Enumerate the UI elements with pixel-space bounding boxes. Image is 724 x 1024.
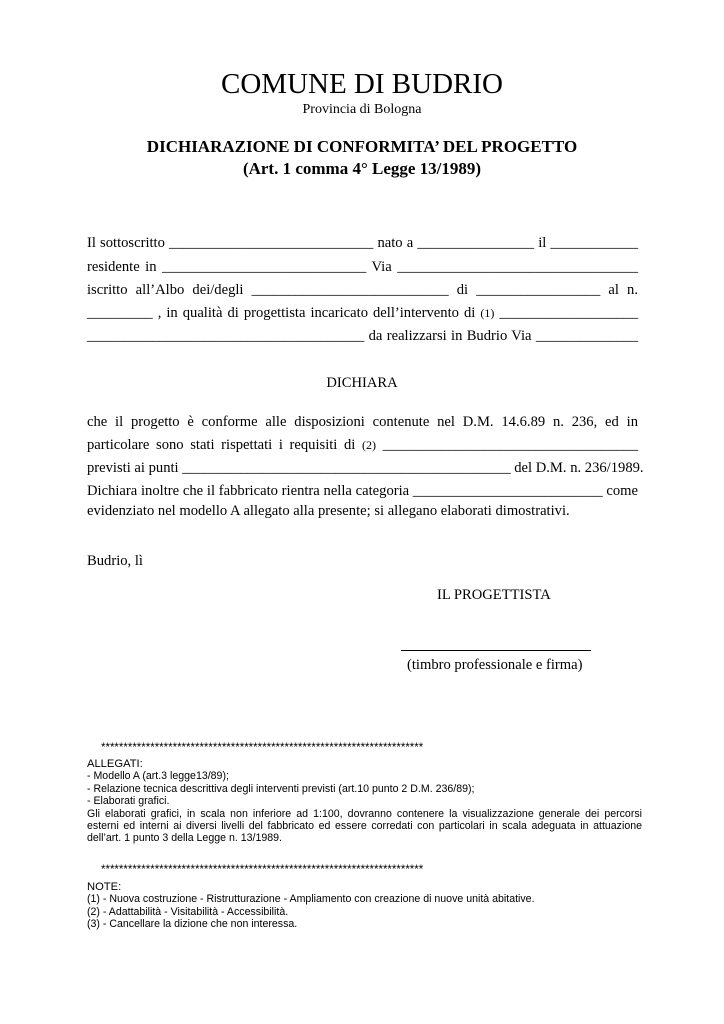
declares-heading: DICHIARA [326,375,398,391]
intervention-blank: ___________________ [499,305,638,321]
document-heading [0,136,724,180]
attachment-item: - Modello A (art.3 legge13/89); [87,770,229,783]
form-line-location: ______________________________________ da realizzarsi in Budrio Via ______________ [87,328,638,344]
note-item: (2) - Adattabilità - Visitabilità - Accessibilità. [87,905,289,918]
province-subtitle: Provincia di Bologna [302,102,422,117]
notes-title: NOTE: [87,881,122,893]
footnote-ref-2: (2) [361,438,376,452]
signature-line [401,650,591,651]
requirements-text: particolare sono stati rispettati i requisiti di [87,437,356,453]
attachments-section [87,758,642,845]
designer-label: IL PROGETTISTA [437,587,551,603]
form-line-intervention [87,303,638,323]
place-date: Budrio, lì [87,553,143,569]
separator-top: ************************************************************************ [101,742,424,754]
attachment-item: - Elaborati grafici. [87,795,170,808]
attachments-title: ALLEGATI: [87,758,143,770]
body-line-2 [87,435,638,455]
requirements-blank: ___________________________________ [382,437,639,453]
intervention-text: _________ , in qualità di progettista incaricato dell’intervento di [87,305,476,321]
form-line-register: iscritto all’Albo dei/degli ___________________________ di _________________ al n. [87,282,638,298]
attachments-note: Gli elaborati grafici, in scala non inferiore ad 1:100, dovranno contenere la visualizzazione generale dei percorsi esterni ed interni ai diversi livelli del fabbricato ed essere corredati con particolari in scala adeguata in attuazione dell’art. 1 punto 3 della Legge n. 13/1989. [87,807,642,845]
body-line-4: Dichiara inoltre che il fabbricato rientra nella categoria __________________________ come [87,483,638,499]
body-line-1: che il progetto è conforme alle disposizioni contenute nel D.M. 14.6.89 n. 236, ed in [87,414,638,430]
footnote-ref-1: (1) [480,306,495,320]
heading-line-1: DICHIARAZIONE DI CONFORMITA’ DEL PROGETTO [146,137,578,156]
note-item: (1) - Nuova costruzione - Ristrutturazione - Ampliamento con creazione di nuove unità abitative. [87,893,535,906]
notes-section [87,881,642,931]
municipality-title: COMUNE DI BUDRIO [221,68,503,100]
stamp-caption: (timbro professionale e firma) [407,657,583,673]
body-line-3: previsti ai punti _____________________________________________ del D.M. n. 236/1989. [87,460,644,476]
heading-line-2: (Art. 1 comma 4° Legge 13/1989) [242,159,482,178]
separator-bottom: ************************************************************************ [101,864,424,876]
form-line-residence: residente in ____________________________ Via _________________________________ [87,259,638,275]
body-line-5: evidenziato nel modello A allegato alla presente; si allegano elaborati dimostrativi. [87,503,570,519]
form-line-undersigned: Il sottoscritto ____________________________ nato a ________________ il ____________ [87,235,638,251]
note-item: (3) - Cancellare la dizione che non interessa. [87,918,298,931]
attachment-item: - Relazione tecnica descrittiva degli interventi previsti (art.10 punto 2 D.M. 236/89); [87,782,475,795]
